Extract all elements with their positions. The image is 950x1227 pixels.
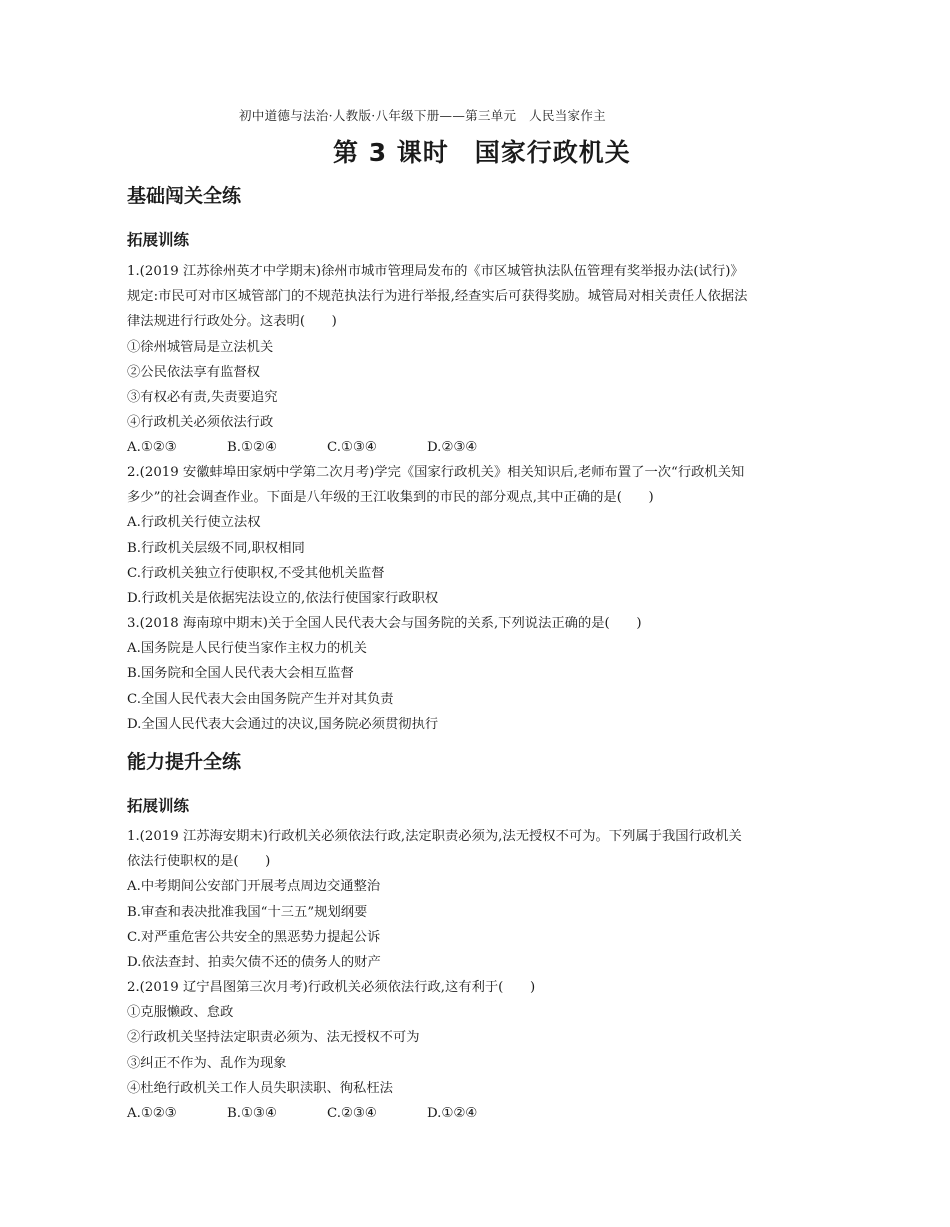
question-1 xyxy=(127,259,827,461)
option-b: B.行政机关层级不同,职权相同 xyxy=(127,540,305,556)
statement-item: ①徐州城管局是立法机关 xyxy=(127,339,274,355)
option-c: C.全国人民代表大会由国务院产生并对其负责 xyxy=(127,691,394,707)
option-a: A.国务院是人民行使当家作主权力的机关 xyxy=(127,641,367,657)
option-a: A.行政机关行使立法权 xyxy=(127,515,261,531)
option-c: C.②③④ xyxy=(327,1105,377,1121)
option-a: A.①②③ xyxy=(127,440,177,456)
option-b: B.国务院和全国人民代表大会相互监督 xyxy=(127,666,354,682)
question-stem-line: 1.(2019 江苏海安期末)行政机关必须依法行政,法定职责必须为,法无授权不可为。下列属于我国行政机关 xyxy=(127,829,742,844)
lesson-title: 第 3 课时 国家行政机关 xyxy=(333,138,631,167)
question-stem-line: 多少”的社会调查作业。下面是八年级的王江收集到的市民的部分观点,其中正确的是( ) xyxy=(127,490,654,506)
option-d: D.②③④ xyxy=(427,440,478,456)
question-stem-line: 2.(2019 辽宁昌图第三次月考)行政机关必须依法行政,这有利于( ) xyxy=(127,980,536,995)
course-header: 初中道德与法治·人教版·八年级下册——第三单元 人民当家作主 xyxy=(239,108,606,123)
question-stem-line: 2.(2019 安徽蚌埠田家炳中学第二次月考)学完《国家行政机关》相关知识后,老师布置了一次“行政机关知 xyxy=(127,465,745,480)
question-3 xyxy=(127,611,827,737)
statement-item: ④行政机关必须依法行政 xyxy=(127,415,274,431)
option-d: D.①②④ xyxy=(427,1105,478,1121)
subsection-title-extension: 拓展训练 xyxy=(127,231,190,249)
option-b: B.①③④ xyxy=(227,1105,277,1121)
question-stem-line: 律法规进行行政处分。这表明( ) xyxy=(127,314,337,330)
option-c: C.对严重危害公共安全的黑恶势力提起公诉 xyxy=(127,929,381,945)
statement-item: ③有权必有责,失责要追究 xyxy=(127,389,278,405)
question-stem-line: 3.(2018 海南琼中期末)关于全国人民代表大会与国务院的关系,下列说法正确的是( ) xyxy=(127,616,642,631)
statement-item: ①克服懒政、怠政 xyxy=(127,1005,234,1021)
question-stem-line: 依法行使职权的是( ) xyxy=(127,854,271,870)
subsection-title-extension: 拓展训练 xyxy=(127,797,190,815)
question-2 xyxy=(127,975,827,1126)
statement-item: ②行政机关坚持法定职责必须为、法无授权不可为 xyxy=(127,1030,420,1046)
statement-item: ④杜绝行政机关工作人员失职渎职、徇私枉法 xyxy=(127,1080,393,1096)
option-a: A.①②③ xyxy=(127,1105,177,1121)
section-title-advanced: 能力提升全练 xyxy=(127,751,242,773)
option-c: C.行政机关独立行使职权,不受其他机关监督 xyxy=(127,565,385,581)
option-d: D.依法查封、拍卖欠债不还的债务人的财产 xyxy=(127,954,381,970)
statement-item: ③纠正不作为、乱作为现象 xyxy=(127,1055,287,1071)
option-d: D.行政机关是依据宪法设立的,依法行使国家行政职权 xyxy=(127,590,439,606)
option-b: B.①②④ xyxy=(227,440,277,456)
option-a: A.中考期间公安部门开展考点周边交通整治 xyxy=(127,879,381,895)
option-b: B.审查和表决批准我国“十三五”规划纲要 xyxy=(127,904,368,920)
answer-options xyxy=(127,435,827,460)
question-stem-line: 规定:市民可对市区城管部门的不规范执法行为进行举报,经查实后可获得奖励。城管局对相关责任人依据法 xyxy=(127,289,748,305)
answer-options xyxy=(127,1101,827,1126)
question-2 xyxy=(127,460,827,611)
question-stem-line: 1.(2019 江苏徐州英才中学期末)徐州市城市管理局发布的《市区城管执法队伍管理有奖举报办法(试行)》 xyxy=(127,264,744,279)
option-d: D.全国人民代表大会通过的决议,国务院必须贯彻执行 xyxy=(127,716,439,732)
section-title-basic: 基础闯关全练 xyxy=(127,185,242,207)
question-1 xyxy=(127,824,827,975)
statement-item: ②公民依法享有监督权 xyxy=(127,364,260,380)
option-c: C.①③④ xyxy=(327,440,377,456)
